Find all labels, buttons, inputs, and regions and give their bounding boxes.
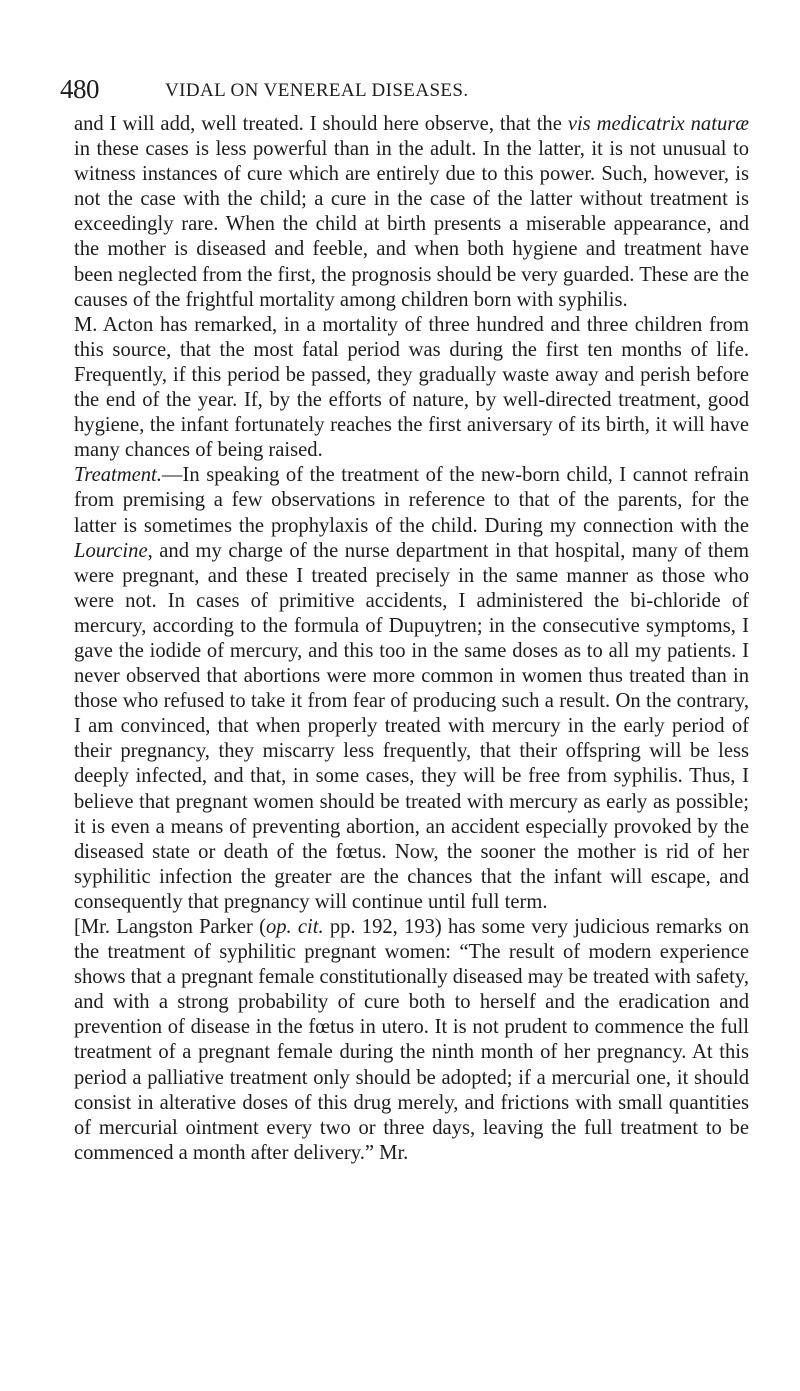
text-run: [Mr. Langston Parker (: [74, 916, 266, 938]
page-header: [60, 74, 750, 104]
paragraph: [74, 463, 749, 915]
page-number: 480: [60, 74, 99, 104]
text-run: —In speaking of the treatment of the new-born child, I cannot refrain from premising a few observations in reference to that of the parents, for the latter is sometimes the prophylaxis of the child. During my connection with the: [74, 464, 749, 537]
paragraph: [74, 313, 749, 464]
italic-text: Lourcine: [74, 539, 148, 562]
body-text: [74, 112, 749, 1166]
italic-text: vis medicatrix naturæ: [567, 113, 749, 135]
italic-text: Treatment.: [74, 464, 162, 487]
text-run: and I will add, well treated. I should here observe, that the: [74, 113, 568, 135]
text-run: M. Acton has remarked, in a mortality of three hundred and three children from this source, that the most fatal period was during the first ten months of life. Frequently, if this period be passed, they gradually waste away and perish before the end of the year. If, by the efforts of nature, by well-directed treatment, good hygiene, the infant fortunately reaches the first aniversary of its birth, it will have many chances of being raised.: [74, 313, 749, 462]
text-run: , and my charge of the nurse department in that hospital, many of them were pregnant, and these I treated precisely in the same manner as those who were not. In cases of primitive accidents, I administered the bi-chloride of mercury, according to the formula of Dupuytren; in the consecutive symptoms, I gave the iodide of mercury, and this too in the same doses as to all my patients. I never observed that abortions were more common in women thus treated than in those who refused to take it from fear of producing such a result. On the contrary, I am convinced, that when properly treated with mercury in the early period of their pregnancy, they miscarry less frequently, that their offspring will be less deeply infected, and that, in some cases, they will be free from syphilis. Thus, I believe that pregnant women should be treated with mercury as early as possible; it is even a means of preventing abortion, an accident especially provoked by the diseased state or death of the fœtus. Now, the sooner the mother is rid of her syphilitic infection the greater are the chances that the infant will escape, and consequently that pregnancy will continue until full term.: [74, 539, 749, 913]
text-run: in these cases is less powerful than in the adult. In the latter, it is not unusual to witness instances of cure which are entirely due to this power. Such, however, is not the case with the child; a cure in the case of the latter without treatment is exceedingly rare. When the child at birth presents a miserable appearance, and the mother is diseased and feeble, and when both hygiene and treatment have been neglected from the first, the prognosis should be very guarded. These are the causes of the frightful mortality among children born with syphilis.: [74, 138, 749, 311]
italic-text: op. cit.: [265, 916, 324, 938]
paragraph: [74, 112, 749, 313]
text-run: pp. 192, 193) has some very judicious remarks on the treatment of syphilitic pregnant women: “The result of modern experience shows that a pregnant female constitutionally diseased may be treated with safety, and with a strong probability of cure both to herself and the eradication and prevention of disease in the fœtus in utero. It is not prudent to commence the full treatment of a pregnant female during the ninth month of her pregnancy. At this period a palliative treatment only should be adopted; if a mercurial one, it should consist in alterative doses of this drug merely, and frictions with small quantities of mercurial ointment every two or three days, leaving the full treatment to be commenced a month after delivery.” Mr.: [74, 916, 750, 1164]
running-head: VIDAL ON VENEREAL DISEASES.: [165, 80, 469, 101]
paragraph: [74, 915, 749, 1166]
